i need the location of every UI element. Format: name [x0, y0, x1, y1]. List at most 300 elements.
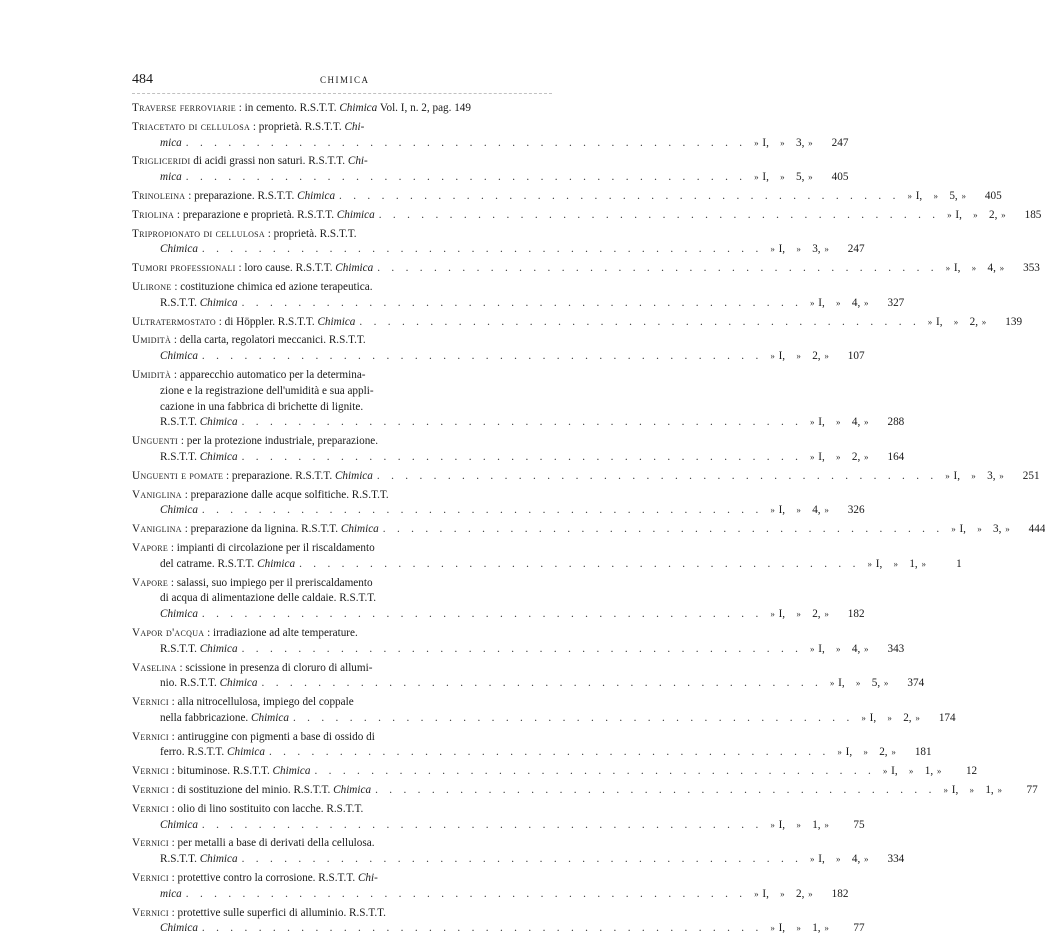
- journal-name: Chimica: [199, 450, 238, 463]
- volume-number: I,: [818, 642, 825, 655]
- entry-term: Unguenti e pomate: [132, 469, 224, 482]
- entry-line: [132, 101, 552, 117]
- issue-number: 4,: [851, 642, 861, 655]
- ditto-mark: »: [927, 316, 933, 327]
- ditto-mark: »: [810, 297, 815, 308]
- entry-line: [132, 450, 905, 466]
- journal-name: Chimica: [199, 416, 238, 429]
- ditto-mark: »: [829, 678, 835, 689]
- volume-number: I,: [778, 818, 786, 831]
- index-entry: [132, 208, 1042, 224]
- issue-number: 1,: [812, 818, 821, 831]
- ditto-mark: »: [921, 558, 926, 569]
- page-ref: 334: [887, 853, 905, 866]
- index-entry: [132, 626, 905, 658]
- journal-name: Chimica: [335, 262, 374, 275]
- ditto-mark: »: [953, 316, 959, 327]
- ditto-mark: »: [971, 470, 976, 481]
- ditto-mark: »: [867, 558, 872, 569]
- journal-name: Chimica: [199, 296, 238, 309]
- ditto-mark: »: [999, 263, 1005, 274]
- leader-dots: . . . . . . . . . . . . . . . . . . . . . . . . . . . . . . . . . . . . . . . .: [241, 416, 803, 429]
- entry-line: [132, 557, 962, 573]
- page-ref: 77: [1026, 784, 1038, 797]
- volume-number: I,: [845, 746, 853, 759]
- leader-dots: . . . . . . . . . . . . . . . . . . . . . . . . . . . . . . . . . . . . . . . .: [292, 711, 854, 724]
- entry-text: [160, 607, 198, 623]
- volume-number: I,: [951, 784, 959, 797]
- ditto-mark: »: [836, 417, 841, 428]
- ditto-mark: »: [808, 888, 813, 899]
- ditto-mark: »: [836, 854, 841, 865]
- entry-text: Ultratermostato : di Höppler. R.S.T.T. Chimica: [132, 315, 356, 328]
- issue-number: 2,: [969, 315, 979, 328]
- ditto-mark: »: [882, 766, 888, 777]
- ditto-mark: »: [936, 766, 942, 777]
- running-head: CHIMICA: [320, 75, 370, 85]
- page-ref: 326: [847, 504, 865, 517]
- entry-text: del catrame. R.S.T.T. Chimica: [160, 557, 296, 570]
- leader-dots: . . . . . . . . . . . . . . . . . . . . . . . . . . . . . . . . . . . . . . . .: [201, 608, 763, 621]
- leader-dots: . . . . . . . . . . . . . . . . . . . . . . . . . . . . . . . . . . . . . . . .: [201, 504, 763, 517]
- ditto-mark: »: [810, 451, 815, 462]
- entry-line: di acqua di alimentazione delle caldaie. R.S.T.T.: [160, 592, 377, 605]
- ditto-mark: »: [836, 297, 841, 308]
- ditto-mark: »: [770, 819, 775, 830]
- journal-name: Chi-: [344, 120, 365, 133]
- journal-name: Chimica: [272, 765, 311, 778]
- entry-text: Tumori professionali : loro cause. R.S.T.T. Chimica: [132, 262, 374, 275]
- page-ref: 182: [831, 887, 849, 900]
- entry-line: [132, 503, 865, 519]
- leader-dots: . . . . . . . . . . . . . . . . . . . . . . . . . . . . . . . . . . . . . . . .: [201, 350, 763, 363]
- index-entry: [132, 101, 552, 117]
- entry-line: Vapor d'acqua : irradiazione ad alte temperature.: [132, 626, 358, 639]
- index-entry: [132, 120, 849, 152]
- ditto-mark: »: [907, 190, 912, 201]
- entry-line: [132, 170, 849, 186]
- page-ref: 185: [1024, 208, 1042, 221]
- ditto-mark: »: [824, 609, 829, 620]
- entry-term: Vapor d'acqua: [132, 626, 205, 639]
- entry-reference: [750, 887, 848, 903]
- journal-name: mica: [160, 136, 182, 149]
- entry-line: [132, 189, 1002, 205]
- index-entry: [132, 695, 956, 727]
- entry-term: Vernici: [132, 784, 169, 797]
- entry-text: R.S.T.T. Chimica: [160, 416, 238, 429]
- volume-number: I,: [762, 887, 769, 900]
- entry-text: [160, 818, 198, 834]
- entry-term: Trinoleina: [132, 189, 186, 202]
- ditto-mark: »: [999, 470, 1004, 481]
- entry-reference: [943, 208, 1041, 224]
- ditto-mark: »: [770, 923, 775, 934]
- volume-number: I,: [838, 677, 845, 690]
- ditto-mark: »: [796, 505, 801, 516]
- entry-term: Vernici: [132, 906, 169, 919]
- ditto-mark: »: [808, 172, 813, 183]
- entry-line: Vernici : per metalli a base di derivati della cellulosa.: [132, 837, 375, 850]
- journal-name: mica: [160, 171, 182, 184]
- page-ref: 164: [887, 450, 905, 463]
- entry-line: [132, 136, 849, 152]
- issue-number: 2,: [903, 711, 912, 724]
- ditto-mark: »: [824, 505, 829, 516]
- volume-number: I,: [762, 136, 769, 149]
- ditto-mark: »: [836, 451, 841, 462]
- entry-term: Tripropionato di cellulosa: [132, 227, 265, 240]
- entry-term: Vernici: [132, 696, 169, 709]
- journal-name: Chimica: [160, 504, 198, 517]
- leader-dots: . . . . . . . . . . . . . . . . . . . . . . . . . . . . . . . . . . . . . . . .: [376, 469, 938, 482]
- ditto-mark: »: [796, 923, 801, 934]
- issue-number: 1,: [985, 784, 994, 797]
- entry-term: Triolina: [132, 208, 175, 221]
- ditto-mark: »: [810, 854, 815, 865]
- issue-number: 2,: [851, 450, 861, 463]
- ditto-mark: »: [824, 351, 829, 362]
- index-entry: [132, 576, 865, 623]
- ditto-mark: »: [770, 351, 775, 362]
- journal-name: Chimica: [334, 469, 373, 482]
- ditto-mark: »: [1005, 524, 1010, 535]
- index-entry: [132, 261, 1040, 277]
- entry-text: nella fabbricazione. Chimica: [160, 711, 289, 724]
- entry-line: [132, 242, 865, 258]
- leader-dots: . . . . . . . . . . . . . . . . . . . . . . . . . . . . . . . . . . . . . . . .: [377, 262, 938, 275]
- entry-term: Vernici: [132, 872, 169, 885]
- index-entry: [132, 315, 1023, 331]
- journal-name: Chimica: [199, 642, 238, 655]
- ditto-mark: »: [837, 747, 842, 758]
- volume-number: I,: [891, 765, 898, 778]
- entry-line: Vaniglina : preparazione dalle acque solfitiche. R.S.T.T.: [132, 488, 389, 501]
- entry-text: ferro. R.S.T.T. Chimica: [160, 746, 265, 759]
- entry-line: Unguenti : per la protezione industriale, preparazione.: [132, 435, 379, 448]
- issue-number: 4,: [987, 262, 996, 275]
- journal-name: Chimica: [317, 315, 356, 328]
- leader-dots: . . . . . . . . . . . . . . . . . . . . . . . . . . . . . . . . . . . . . . . .: [201, 922, 763, 935]
- page-ref: 77: [853, 922, 865, 935]
- entry-reference: [806, 415, 904, 431]
- entry-reference: [864, 557, 962, 573]
- entry-line: [132, 261, 1040, 277]
- issue-number: 1,: [812, 922, 821, 935]
- page-number: 484: [132, 72, 153, 87]
- index-entry: [132, 764, 978, 780]
- entry-line: Umidità : della carta, regolatori meccanici. R.S.T.T.: [132, 334, 366, 347]
- entry-text: Vernici : di sostituzione del minio. R.S.T.T. Chimica: [132, 784, 372, 797]
- volume-number: I,: [915, 189, 923, 202]
- volume-number: I,: [875, 557, 883, 570]
- entry-text: [160, 921, 198, 937]
- entry-reference: [942, 261, 1040, 277]
- entry-term: Unguenti: [132, 435, 179, 448]
- leader-dots: . . . . . . . . . . . . . . . . . . . . . . . . . . . . . . . . . . . . . . . .: [241, 642, 803, 655]
- page-ref: 1: [956, 557, 962, 570]
- ditto-mark: »: [754, 137, 759, 148]
- entry-line: Umidità : apparecchio automatico per la determina-: [132, 368, 366, 381]
- index-entry: [132, 522, 1045, 538]
- issue-number: 1,: [909, 557, 918, 570]
- ditto-mark: »: [770, 244, 775, 255]
- entry-text: R.S.T.T. Chimica: [160, 642, 238, 655]
- index-list: [132, 101, 1045, 940]
- entry-line: [132, 522, 1045, 538]
- ditto-mark: »: [864, 643, 869, 654]
- entry-line: [132, 607, 865, 623]
- page-ref: 327: [887, 296, 905, 309]
- leader-dots: . . . . . . . . . . . . . . . . . . . . . . . . . . . . . . . . . . . . . . . .: [241, 296, 803, 309]
- leader-dots: . . . . . . . . . . . . . . . . . . . . . . . . . . . . . . . . . . . . . . . .: [375, 784, 936, 797]
- ditto-mark: »: [810, 417, 815, 428]
- entry-reference: [767, 818, 865, 834]
- entry-line: [132, 887, 849, 903]
- volume-number: I,: [778, 922, 786, 935]
- volume-number: I,: [869, 711, 877, 724]
- ditto-mark: »: [943, 785, 948, 796]
- ditto-mark: »: [754, 888, 759, 899]
- entry-text: Unguenti e pomate : preparazione. R.S.T.T. Chimica: [132, 469, 373, 482]
- entry-term: Vernici: [132, 802, 169, 815]
- entry-text: nio. R.S.T.T. Chimica: [160, 677, 258, 690]
- entry-text: Triolina : preparazione e proprietà. R.S.T.T. Chimica: [132, 208, 375, 221]
- journal-name: Chimica: [199, 853, 238, 866]
- entry-term: Ultratermostato: [132, 315, 216, 328]
- page-ref: 353: [1023, 262, 1040, 275]
- ditto-mark: »: [796, 351, 801, 362]
- entry-reference: Vol. I, n. 2, pag. 149: [377, 102, 471, 114]
- ditto-mark: »: [824, 819, 829, 830]
- volume-number: I,: [953, 469, 961, 482]
- journal-name: Chimica: [336, 208, 375, 221]
- volume-number: I,: [959, 523, 966, 536]
- volume-number: I,: [762, 171, 769, 184]
- index-entry: [132, 280, 905, 312]
- entry-reference: [947, 522, 1045, 538]
- ditto-mark: »: [908, 766, 914, 777]
- entry-term: Vapore: [132, 576, 169, 589]
- journal-name: Chimica: [160, 350, 198, 363]
- issue-number: 4,: [851, 416, 861, 429]
- ditto-mark: »: [808, 137, 813, 148]
- entry-reference: [942, 469, 1040, 485]
- entry-reference: [806, 296, 904, 312]
- issue-number: 3,: [987, 469, 996, 482]
- leader-dots: . . . . . . . . . . . . . . . . . . . . . . . . . . . . . . . . . . . . . . . .: [185, 171, 747, 184]
- ditto-mark: »: [945, 263, 951, 274]
- entry-reference: [806, 450, 904, 466]
- entry-term: Vaniglina: [132, 488, 182, 501]
- entry-line: [132, 415, 905, 431]
- journal-name: Chimica: [160, 243, 198, 256]
- entry-reference: [767, 607, 865, 623]
- journal-name: Chimica: [340, 523, 379, 536]
- journal-name: Chimica: [227, 746, 265, 759]
- ditto-mark: »: [997, 785, 1002, 796]
- volume-number: I,: [818, 416, 825, 429]
- volume-number: I,: [778, 504, 786, 517]
- entry-line: [132, 296, 905, 312]
- page-ref: 247: [847, 243, 865, 256]
- entry-term: Umidità: [132, 368, 172, 381]
- ditto-mark: »: [1001, 209, 1006, 220]
- issue-number: 3,: [812, 243, 821, 256]
- entry-line: [132, 676, 925, 692]
- entry-line: Vernici : protettive contro la corrosione. R.S.T.T. Chi-: [132, 872, 378, 885]
- entry-reference: [806, 642, 904, 658]
- entry-text: [160, 349, 198, 365]
- page-ref: 75: [853, 818, 865, 831]
- entry-term: Vapore: [132, 541, 169, 554]
- entry-line: [132, 921, 865, 937]
- entry-reference: [904, 189, 1002, 205]
- page-ref: 444: [1028, 523, 1045, 536]
- entry-reference: [834, 745, 932, 761]
- entry-line: [132, 745, 932, 761]
- ditto-mark: »: [864, 451, 869, 462]
- index-entry: [132, 730, 932, 762]
- entry-text: Vaniglina : preparazione da lignina. R.S.T.T. Chimica: [132, 523, 379, 536]
- ditto-mark: »: [864, 417, 869, 428]
- issue-number: 4,: [851, 296, 861, 309]
- leader-dots: . . . . . . . . . . . . . . . . . . . . . . . . . . . . . . . . . . . . . . . .: [185, 887, 747, 900]
- ditto-mark: »: [824, 923, 829, 934]
- entry-reference: [767, 242, 865, 258]
- leader-dots: . . . . . . . . . . . . . . . . . . . . . . . . . . . . . . . . . . . . . . . .: [382, 523, 944, 536]
- issue-number: 1,: [924, 765, 934, 778]
- leader-dots: . . . . . . . . . . . . . . . . . . . . . . . . . . . . . . . . . . . . . . . .: [339, 189, 900, 202]
- index-entry: [132, 469, 1040, 485]
- ditto-mark: »: [945, 470, 950, 481]
- leader-dots: . . . . . . . . . . . . . . . . . . . . . . . . . . . . . . . . . . . . . . . .: [261, 677, 823, 690]
- ditto-mark: »: [836, 643, 841, 654]
- leader-dots: . . . . . . . . . . . . . . . . . . . . . . . . . . . . . . . . . . . . . . . .: [201, 818, 763, 831]
- ditto-mark: »: [770, 609, 775, 620]
- entry-reference: [767, 503, 865, 519]
- ditto-mark: »: [855, 678, 861, 689]
- issue-number: 2,: [879, 746, 888, 759]
- entry-line: Vernici : olio di lino sostituito con lacche. R.S.T.T.: [132, 802, 364, 815]
- entry-text: [160, 887, 182, 903]
- entry-line: [132, 764, 978, 780]
- index-entry: [132, 871, 849, 903]
- journal-name: Chimica: [160, 818, 198, 831]
- leader-dots: . . . . . . . . . . . . . . . . . . . . . . . . . . . . . . . . . . . . . . . .: [201, 243, 763, 256]
- entry-term: Umidità: [132, 334, 172, 347]
- entry-line: Triacetato di cellulosa : proprietà. R.S.T.T. Chi-: [132, 120, 365, 133]
- journal-name: Chimica: [219, 677, 258, 690]
- entry-text: R.S.T.T. Chimica: [160, 296, 238, 309]
- entry-reference: [858, 711, 956, 727]
- entry-text: : in cemento. R.S.T.T.: [235, 102, 340, 114]
- entry-line: [132, 852, 905, 868]
- ditto-mark: »: [915, 712, 920, 723]
- leader-dots: . . . . . . . . . . . . . . . . . . . . . . . . . . . . . . . . . . . . . . . .: [268, 746, 830, 759]
- page-ref: 405: [984, 189, 1002, 202]
- issue-number: 3,: [796, 136, 805, 149]
- entry-term: Vernici: [132, 730, 169, 743]
- entry-text: [160, 136, 182, 152]
- entry-text: [160, 242, 198, 258]
- entry-line: Vapore : impianti di circolazione per il riscaldamento: [132, 541, 375, 554]
- journal-name: Chimica: [160, 608, 198, 621]
- entry-line: [132, 208, 1042, 224]
- page-ref: 343: [887, 642, 905, 655]
- index-entry: [132, 227, 865, 259]
- ditto-mark: »: [780, 888, 785, 899]
- leader-dots: . . . . . . . . . . . . . . . . . . . . . . . . . . . . . . . . . . . . . . . .: [185, 136, 747, 149]
- ditto-mark: »: [883, 678, 889, 689]
- journal-name: Chimica: [339, 102, 378, 114]
- journal-name: Chimica: [251, 711, 289, 724]
- entry-text: [160, 170, 182, 186]
- entry-line: [132, 642, 905, 658]
- page-ref: 374: [907, 677, 925, 690]
- ditto-mark: »: [863, 747, 868, 758]
- entry-reference: [826, 676, 924, 692]
- volume-number: I,: [778, 608, 786, 621]
- volume-number: I,: [953, 262, 961, 275]
- entry-line: Vaselina : scissione in presenza di cloruro di allumi-: [132, 661, 373, 674]
- entry-line: zione e la registrazione dell'umidità e sua appli-: [160, 384, 374, 397]
- volume-number: I,: [778, 243, 786, 256]
- entry-line: cazione in una fabbrica di brichette di lignite.: [160, 400, 364, 413]
- ditto-mark: »: [973, 209, 978, 220]
- page-ref: 174: [938, 711, 956, 724]
- entry-term: Vaselina: [132, 661, 177, 674]
- entry-line: Tripropionato di cellulosa : proprietà. R.S.T.T.: [132, 227, 357, 240]
- ditto-mark: »: [780, 137, 785, 148]
- entry-reference: [940, 783, 1038, 799]
- ditto-mark: »: [969, 785, 974, 796]
- entry-term: Vernici: [132, 837, 169, 850]
- entry-text: Trinoleina : preparazione. R.S.T.T. Chimica: [132, 189, 336, 202]
- entry-term: Traverse ferroviarie: [132, 102, 236, 114]
- index-entry: [132, 836, 905, 868]
- volume-number: I,: [818, 450, 825, 463]
- page-ref: 181: [914, 746, 932, 759]
- volume-number: I,: [818, 853, 825, 866]
- page-ref: 182: [847, 608, 865, 621]
- entry-line: [132, 783, 1038, 799]
- entry-line: Vernici : antiruggine con pigmenti a base di ossido di: [132, 730, 375, 743]
- issue-number: 4,: [812, 504, 821, 517]
- issue-number: 5,: [949, 189, 958, 202]
- ditto-mark: »: [971, 263, 977, 274]
- issue-number: 3,: [993, 523, 1002, 536]
- entry-term: Trigliceridi: [132, 155, 191, 168]
- index-entry: [132, 906, 865, 938]
- journal-name: Chimica: [333, 784, 372, 797]
- ditto-mark: »: [893, 558, 898, 569]
- entry-reference: [750, 136, 848, 152]
- leader-dots: . . . . . . . . . . . . . . . . . . . . . . . . . . . . . . . . . . . . . . . .: [299, 557, 860, 570]
- issue-number: 5,: [796, 171, 805, 184]
- page-ref: 107: [847, 350, 865, 363]
- entry-line: [132, 469, 1040, 485]
- ditto-mark: »: [864, 297, 869, 308]
- ditto-mark: »: [770, 505, 775, 516]
- entry-text: [160, 503, 198, 519]
- entry-reference: [879, 764, 977, 780]
- entry-line: Vapore : salassi, suo impiego per il preriscaldamento: [132, 576, 373, 589]
- issue-number: 4,: [851, 853, 861, 866]
- index-entry: [132, 488, 865, 520]
- journal-name: mica: [160, 887, 182, 900]
- entry-line: [132, 349, 865, 365]
